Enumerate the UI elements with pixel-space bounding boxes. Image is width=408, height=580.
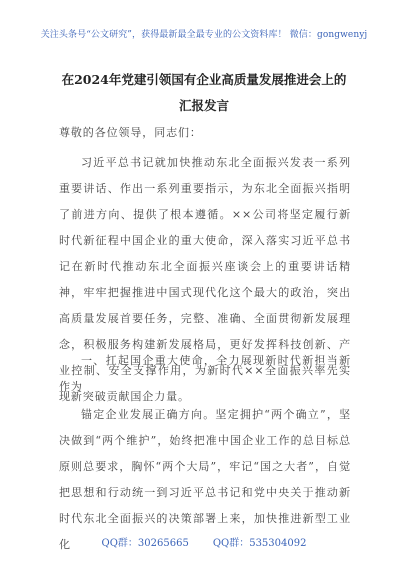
qq-group-1: QQ群：30265665 bbox=[101, 538, 189, 549]
section-heading: 一、扛起国企重大使命，全力展现新时代新担当新作为 bbox=[59, 354, 351, 393]
promo-header: 关注头条号“公文研究”，获得最新最全最专业的公文资料库！ 微信：gongwenyj bbox=[40, 30, 368, 40]
body-paragraph-1: 习近平总书记就加快推动东北全面振兴发表一系列重要讲话、作出一系列重要指示，为东北全面振兴指明了前进方向、提供了根本遵循。××公司将坚定履行新时代新征程中国企业的重大使命，深入落实习近平总书记在新时代推动东北全面振兴座谈会上的重要讲话精神，牢牢把握推进中国式现代化这个最大的政治，突出高质量发展首要任务，完整、准确、全面贯彻新发展理念，积极服务构建新发展格局，更好发挥科技创新、产业控制、安全支撑作用，为新时代××全面振兴率先实现新突破贡献国企力量。 bbox=[59, 156, 351, 403]
document-title: 在2024年党建引领国有企业高质量发展推进会上的汇报发言 bbox=[61, 72, 347, 113]
salutation: 尊敬的各位领导，同志们： bbox=[59, 126, 202, 139]
body-paragraph-2: 锚定企业发展正确方向。坚定拥护“两个确立”，坚决做到“两个维护”，始终把准中国企业工作的总目标总原则总要求，胸怀“两个大局”，牢记“国之大者”，自觉把思想和行动统一到习近平总书记和党中央关于推动新时代东北全面振兴的决策部署上来，加快推进新型工业化 bbox=[59, 408, 351, 551]
footer-contacts bbox=[0, 534, 408, 549]
qq-group-2: QQ群：535304092 bbox=[212, 538, 307, 549]
